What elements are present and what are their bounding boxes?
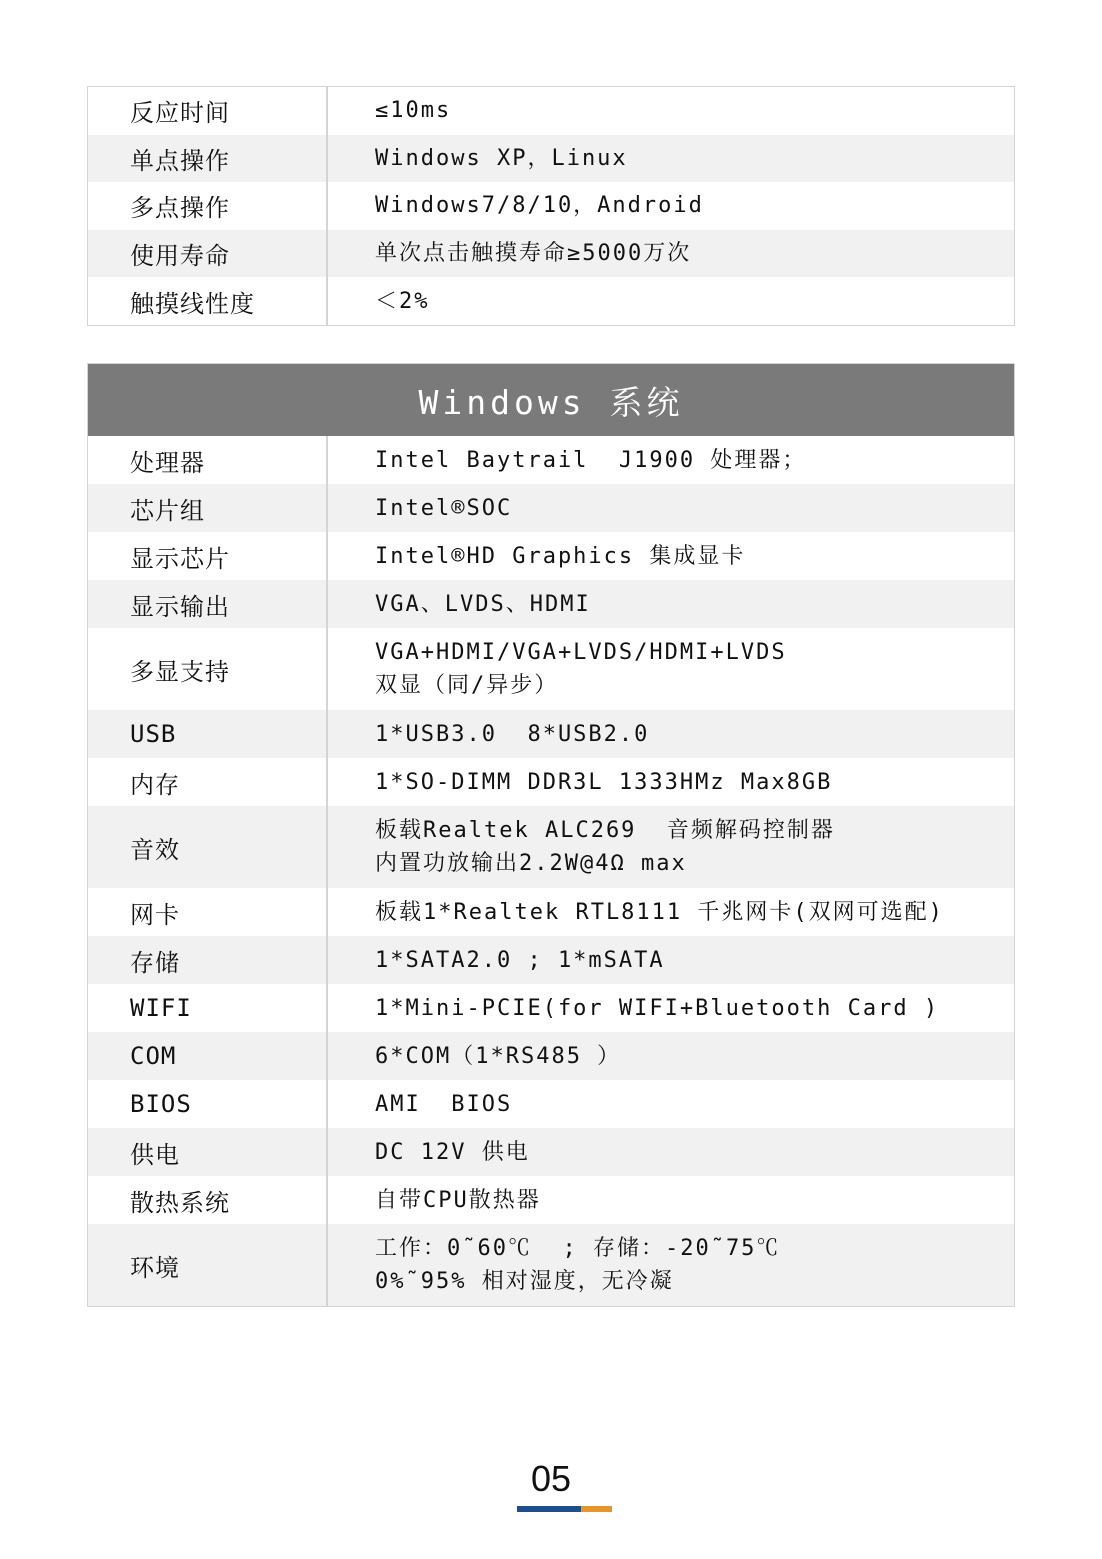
spec-value-line: 工作：0˜60℃ ; 存储：-20˜75℃	[375, 1236, 781, 1261]
spec-value-line: 1*USB3.0 8*USB2.0	[375, 721, 650, 747]
spec-value-line: 1*SATA2.0 ; 1*mSATA	[375, 947, 665, 973]
spec-label: 环境	[88, 1224, 328, 1306]
spec-row	[88, 888, 1014, 936]
spec-label: 显示输出	[88, 580, 328, 628]
spec-label: WIFI	[88, 984, 328, 1032]
spec-value	[328, 1176, 1014, 1224]
spec-label: 供电	[88, 1128, 328, 1176]
spec-label: 反应时间	[88, 87, 328, 135]
spec-label: 芯片组	[88, 484, 328, 532]
spec-value	[328, 277, 1014, 325]
spec-value-line: AMI BIOS	[375, 1091, 513, 1117]
page-accent-bar-orange	[581, 1506, 612, 1512]
spec-row	[88, 230, 1014, 278]
spec-label: 多显支持	[88, 628, 328, 710]
spec-value-line: VGA+HDMI/VGA+LVDS/HDMI+LVDS	[375, 640, 787, 665]
spec-label: 触摸线性度	[88, 277, 328, 325]
spec-value-line: ＜2%	[375, 288, 430, 314]
spec-value	[328, 984, 1014, 1032]
spec-row	[88, 484, 1014, 532]
page-accent-bar-blue	[517, 1506, 581, 1512]
spec-row	[88, 1080, 1014, 1128]
spec-row	[88, 1176, 1014, 1224]
spec-row	[88, 532, 1014, 580]
spec-label: 音效	[88, 806, 328, 888]
spec-value-line: Intel®HD Graphics 集成显卡	[375, 543, 746, 569]
spec-value	[328, 888, 1014, 936]
spec-value-line: VGA、LVDS、HDMI	[375, 591, 591, 617]
spec-value-line: 板载1*Realtek RTL8111 千兆网卡(双网可选配)	[375, 899, 944, 925]
spec-value	[328, 758, 1014, 806]
spec-row	[88, 1224, 1014, 1306]
spec-value	[328, 135, 1014, 183]
touch-spec-table	[87, 86, 1015, 326]
spec-value	[328, 436, 1014, 484]
spec-value	[328, 182, 1014, 230]
spec-value-line: Intel Baytrail J1900 处理器；	[375, 447, 807, 473]
spec-value-line: 单次点击触摸寿命≥5000万次	[375, 241, 692, 267]
spec-value-line: Windows XP，Linux	[375, 145, 628, 171]
spec-row	[88, 984, 1014, 1032]
spec-row	[88, 277, 1014, 325]
page-number: 05	[530, 1458, 572, 1499]
spec-value-line: ≤10ms	[375, 98, 452, 124]
spec-row	[88, 1032, 1014, 1080]
spec-label: 内存	[88, 758, 328, 806]
spec-label: 显示芯片	[88, 532, 328, 580]
spec-row	[88, 758, 1014, 806]
spec-label: 处理器	[88, 436, 328, 484]
spec-row	[88, 806, 1014, 888]
spec-value	[328, 230, 1014, 278]
spec-value	[328, 806, 1014, 888]
spec-row	[88, 628, 1014, 710]
spec-value	[328, 936, 1014, 984]
spec-value	[328, 580, 1014, 628]
spec-label: 单点操作	[88, 135, 328, 183]
spec-value-line: 自带CPU散热器	[375, 1187, 541, 1213]
spec-row	[88, 710, 1014, 758]
windows-spec-table	[87, 363, 1015, 1307]
spec-value-line: 1*Mini-PCIE(for WIFI+Bluetooth Card )	[375, 995, 940, 1021]
spec-label: 网卡	[88, 888, 328, 936]
spec-value-line: 内置功放输出2.2W@4Ω max	[375, 851, 687, 876]
spec-value-line: 0%˜95% 相对湿度，无冷凝	[375, 1269, 674, 1294]
spec-value-line: 板载Realtek ALC269 音频解码控制器	[375, 818, 835, 843]
spec-row	[88, 182, 1014, 230]
spec-row	[88, 135, 1014, 183]
spec-value-line: Intel®SOC	[375, 495, 513, 521]
spec-label: BIOS	[88, 1080, 328, 1128]
spec-value-line: Windows7/8/10，Android	[375, 193, 704, 219]
spec-value	[328, 1224, 1014, 1306]
spec-label: 存储	[88, 936, 328, 984]
spec-value	[328, 628, 1014, 710]
spec-value	[328, 1128, 1014, 1176]
spec-value	[328, 710, 1014, 758]
windows-section-header: Windows 系统	[88, 364, 1014, 436]
spec-value	[328, 1032, 1014, 1080]
spec-label: USB	[88, 710, 328, 758]
spec-label: 使用寿命	[88, 230, 328, 278]
spec-row	[88, 580, 1014, 628]
spec-value	[328, 1080, 1014, 1128]
spec-label: 多点操作	[88, 182, 328, 230]
spec-row	[88, 436, 1014, 484]
spec-label: COM	[88, 1032, 328, 1080]
spec-value-line: 6*COM（1*RS485 ）	[375, 1043, 622, 1069]
spec-row	[88, 936, 1014, 984]
spec-value-line: 双显（同/异步）	[375, 673, 559, 698]
spec-value	[328, 87, 1014, 135]
spec-row	[88, 87, 1014, 135]
spec-value	[328, 484, 1014, 532]
spec-value	[328, 532, 1014, 580]
spec-row	[88, 1128, 1014, 1176]
spec-value-line: DC 12V 供电	[375, 1139, 530, 1165]
spec-label: 散热系统	[88, 1176, 328, 1224]
spec-value-line: 1*SO-DIMM DDR3L 1333HMz Max8GB	[375, 769, 833, 795]
